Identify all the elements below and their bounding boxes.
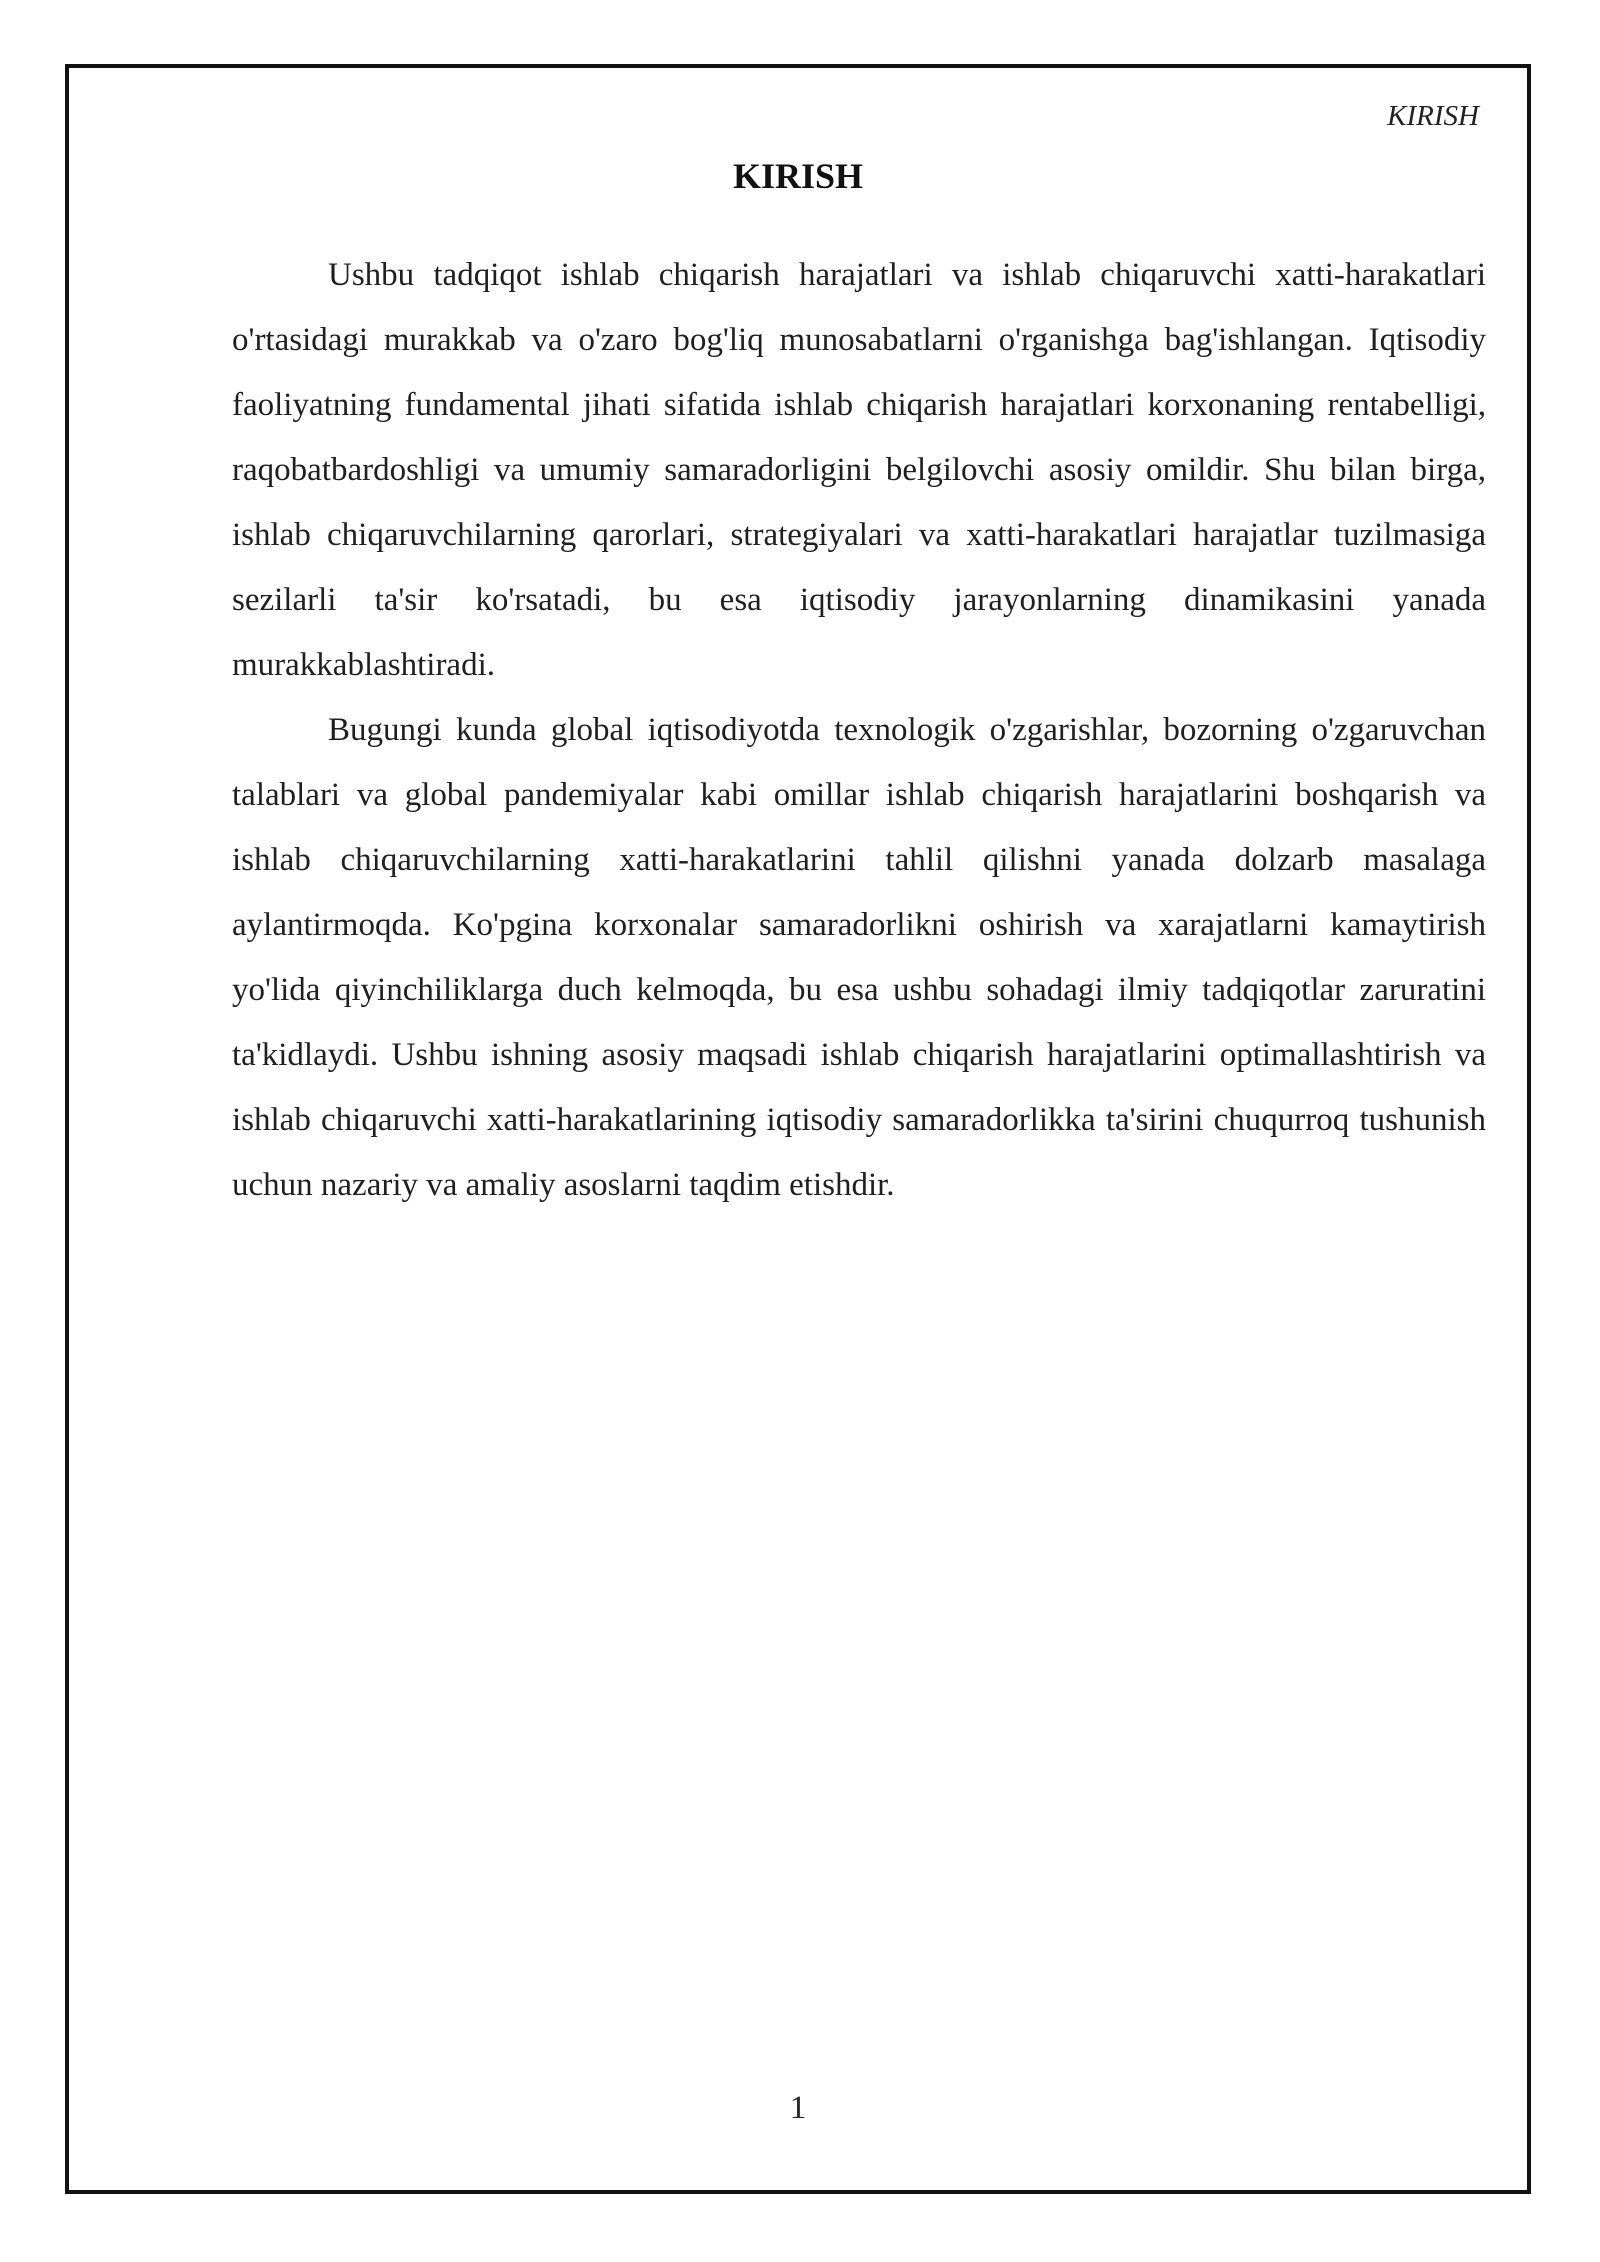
- page-frame: [65, 64, 1531, 2194]
- running-header: KIRISH: [1387, 100, 1479, 132]
- paragraph: Bugungi kunda global iqtisodiyotda texnologik o'zgarishlar, bozorning o'zgaruvchan talablari va global pandemiyalar kabi omillar ishlab chiqarish harajatlarini boshqarish va ishlab chiqaruvchilarning xatti-harakatlarini tahlil qilishni yanada dolzarb masalaga aylantirmoqda. Ko'pgina korxonalar samaradorlikni oshirish va xarajatlarni kamaytirish yo'lida qiyinchiliklarga duch kelmoqda, bu esa ushbu sohadagi ilmiy tadqiqotlar zaruratini ta'kidlaydi. Ushbu ishning asosiy maqsadi ishlab chiqarish harajatlarini optimallashtirish va ishlab chiqaruvchi xatti-harakatlarining iqtisodiy samaradorlikka ta'sirini chuqurroq tushunish uchun nazariy va amaliy asoslarni taqdim etishdir.: [232, 712, 1486, 1203]
- paragraph: Ushbu tadqiqot ishlab chiqarish harajatlari va ishlab chiqaruvchi xatti-harakatlari o'rtasidagi murakkab va o'zaro bog'liq munosabatlarni o'rganishga bag'ishlangan. Iqtisodiy faoliyatning fundamental jihati sifatida ishlab chiqarish harajatlari korxonaning rentabelligi, raqobatbardoshligi va umumiy samaradorligini belgilovchi asosiy omildir. Shu bilan birga, ishlab chiqaruvchilarning qarorlari, strategiyalari va xatti-harakatlari harajatlar tuzilmasiga sezilarli ta'sir ko'rsatadi, bu esa iqtisodiy jarayonlarning dinamikasini yanada murakkablashtiradi.: [232, 257, 1486, 683]
- document-title: KIRISH: [732, 156, 864, 196]
- document-body: [232, 243, 1486, 1218]
- page-number: 1: [789, 2090, 807, 2126]
